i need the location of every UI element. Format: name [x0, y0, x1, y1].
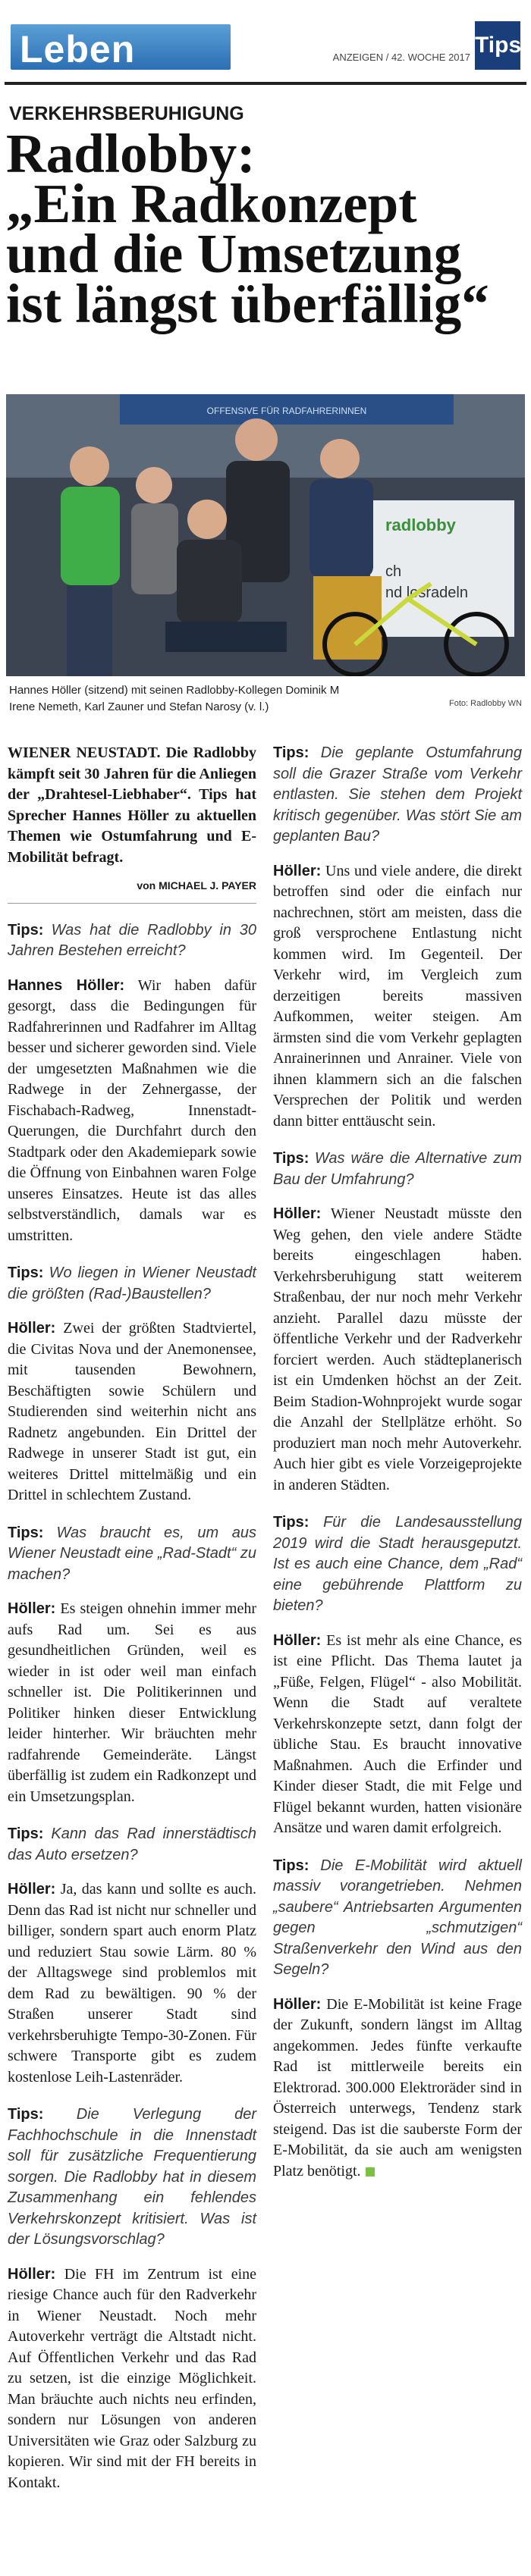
caption-line: Hannes Höller (sitzend) mit seinen Radlobby-Kollegen Dominik M [9, 684, 340, 697]
question-text: Kann das Rad innerstädtisch das Auto ersetzen? [8, 1825, 256, 1863]
answer [273, 1204, 522, 1496]
question-label: Tips: [273, 1514, 309, 1531]
answer-label: Höller: [273, 1631, 322, 1649]
end-mark-icon [366, 2167, 375, 2176]
answer-text: Es steigen ohnehin immer mehr aufs Rad um. Sei es aus gesundheitlichen Gründen, weil es wieder in ist oder weil man einfach schneller ist. Die Politikerinnen und Politiker hinken dieser Entwicklung leider hinterher. Wir bräuchten mehr radfahrende Gemeinderäte. Längst überfällig ist zudem ein Radkonzept und ein Umsetzungsplan. [8, 1600, 257, 1805]
question [273, 1856, 522, 1981]
answer-text: Es ist mehr als eine Chance, es ist eine Pflicht. Das Thema lautet ja „Füße, Felgen, Flügel“ - also Mobilität. Wenn die Stadt auf veraltete Verkehrskonzepte setzt, dann folgt der übliche Stau. Es braucht innovative Maßnahmen. Auch die Erfinder und Kinder dieser Stadt, die mit Felge und Flügel bekannt wurden, hatten visionäre Ansätze und waren damit erfolgreich. [273, 1631, 523, 1836]
answer [8, 976, 256, 1247]
question-label: Tips: [273, 1150, 309, 1167]
photo-credit: Foto: Radlobby WN [449, 699, 522, 708]
photo-caption [9, 682, 522, 716]
headline-line: Radlobby: [6, 123, 256, 184]
question-text: Was wäre die Alternative zum Bau der Umfahrung? [273, 1150, 523, 1188]
question-text: Für die Landesausstellung 2019 wird die Stadt herausgeputzt. Ist es auch eine Chance, dem „Rad“ eine gebührende Plattform zu bieten? [273, 1514, 522, 1614]
column-left [8, 743, 256, 2493]
kicker: VERKEHRSBERUHIGUNG [9, 103, 244, 124]
group-photo-illustration [6, 394, 525, 676]
question-text: Wo liegen in Wiener Neustadt die größten (Rad-)Baustellen? [8, 1264, 256, 1302]
answer-text: Wir haben dafür gesorgt, dass die Bedingungen für Radfahrerinnen und Radfahrer im Alltag besser und sicherer geworden sind. Viele der umgesetzten Maßnahmen wie die Radwege in der Zehnergasse, der Fischabach-Radweg, Innenstadt-Querungen, die Durchfahrt durch den Stadtpark oder den Akademiepark sowie die Öffnung von Einbahnen waren Folge unseres Einsatzes. Heute ist das alles selbstverständlich, damals war es umstritten. [8, 976, 257, 1244]
question-text: Die geplante Ostumfahrung soll die Grazer Straße vom Verkehr entlasten. Sie stehen dem Projekt kritisch gegenüber. Was stört Sie am geplanten Bau? [273, 744, 522, 845]
answer [8, 2264, 256, 2494]
question-label: Tips: [8, 1264, 44, 1281]
sign-text: nd losradeln [385, 584, 468, 601]
lead-paragraph: WIENER NEUSTADT. Die Radlobby kämpft seit 30 Jahren für die Anliegen der „Drahtesel-Liebhaber“. Tips hat Sprecher Hannes Höller zu aktuellen Themen wie Ostumfahrung und E-Mobilität befragt. [8, 744, 256, 866]
sign-text: ch [385, 563, 402, 580]
question-text: Die Verlegung der Fachhochschule in die Innenstadt soll für zusätzliche Frequentierung sorgen. Die Radlobby hat in diesem Zusammenhang ein fehlendes Verkehrskonzept kritisiert. Was ist der Lösungsvorschlag? [8, 2106, 257, 2248]
question [273, 1512, 522, 1617]
question-label: Tips: [8, 921, 44, 939]
question [273, 1149, 522, 1190]
answer-label: Hannes Höller: [8, 976, 125, 994]
question [273, 743, 522, 848]
answer [273, 1631, 522, 1839]
answer-label: Höller: [8, 2265, 56, 2283]
answer-text: Wiener Neustadt müsste den Weg gehen, den viele andere Städte bereits eingeschlagen haben. Verkehrsberuhigung statt weiterem Straßenbau, der nur noch mehr Verkehr anzieht. Parallel dazu müsste der öffentliche Verkehr und der Radverkehr forciert werden. Auch städteplanerisch ist ein Umdenken höchst an der Zeit. Beim Stadion-Wohnprojekt wurde sogar die Anzahl der Stellplätze erhöht. So produziert man noch mehr Autoverkehr. Auch hier gibt es viele Vorzeigeprojekte in anderen Städten. [273, 1205, 522, 1493]
answer [273, 861, 522, 1133]
answer [8, 1879, 256, 2088]
sign-text: radlobby [385, 516, 456, 534]
question [8, 1824, 256, 1866]
question-text: Was hat die Radlobby in 30 Jahren Bestehen erreicht? [8, 921, 257, 959]
caption-line: Irene Nemeth, Karl Zauner und Stefan Narosy (v. l.) [9, 700, 269, 713]
answer-label: Höller: [273, 1995, 322, 2013]
answer [8, 1318, 256, 1506]
question-text: Was braucht es, um aus Wiener Neustadt eine „Rad-Stadt“ zu machen? [8, 1524, 256, 1583]
headline-line: ist längst überfällig“ [6, 273, 489, 334]
answer-text: Ja, das kann und sollte es auch. Denn das Rad ist nicht nur schneller und billiger, sondern spart auch enorm Platz und reduziert Stau sowie Lärm. 80 % der Alltagswege sind problemlos mit dem Rad zu bewältigen. 90 % der Straßen unserer Stadt sind verkehrsberuhigte Tempo-30-Zonen. Für schwere Transporte gibt es zudem kostenlose Leih-Lastenräder. [8, 1881, 256, 2086]
question-label: Tips: [273, 1857, 309, 1874]
answer-text: Zwei der größten Stadtviertel, die Civitas Nova und der Anemonensee, mit tausenden Bewohnern, Beschäftigten sowie Schülern und Studierenden sind weiterhin nicht ans Radnetz angebunden. Ein Drittel der Radwege in unserer Stadt ist gut, ein weiteres Drittel mittelmäßig und ein Drittel in schlechtem Zustand. [8, 1320, 257, 1503]
article-photo [6, 394, 525, 676]
answer-label: Höller: [273, 862, 322, 879]
question [8, 1263, 256, 1305]
question [8, 1523, 256, 1586]
question [8, 920, 256, 962]
answer [273, 1995, 522, 2183]
page-header [5, 14, 526, 71]
header-rule [5, 82, 526, 85]
answer-text: Die FH im Zentrum ist eine riesige Chance auch für den Radverkehr in Wiener Neustadt. Noch mehr Autoverkehr verträgt die Altstadt nicht. Auf Öffentlichen Verkehr und das Rad zu setzen, ist die einzige Möglichkeit. Man bräuchte auch nichts neu erfinden, sondern nur Lösungen von anderen Universitäten wie Graz oder Salzburg zu kopieren. Wir sind mit der FH bereits in Kontakt. [8, 2265, 256, 2491]
issue-info: ANZEIGEN / 42. WOCHE 2017 [332, 52, 470, 63]
section-title: Leben [20, 28, 136, 71]
question-label: Tips: [8, 1524, 44, 1541]
question-text: Die E-Mobilität wird aktuell massiv vorangetrieben. Nehmen „saubere“ Antriebsarten Argumenten gegen „schmutzigen“ Straßenverkehr den Wind aus den Segeln? [273, 1857, 522, 1978]
tips-logo: Tips [475, 21, 520, 70]
answer-text: Die E-Mobilität ist keine Frage der Zukunft, sondern längst im Alltag angekommen. Jedes fünfte verkaufte Rad ist mittlerweile bereits ein Elektrorad. 300.000 Elektroräder sind in Österreich unterwegs, Tendenz stark steigend. Das ist die sauberste Form der E-Mobilität, da sie auch am wenigsten Platz benötigt. [273, 1995, 523, 2180]
author-line: von MICHAEL J. PAYER [8, 876, 256, 904]
answer-text: Uns und viele andere, die direkt betroffen sind oder die einfach nur nachrechnen, stört am meisten, dass die groß versprochene Entlastung nicht kommen wird. Im Gegenteil. Der Verkehr wird, im Vergleich zum derzeitigen bereits massiven Aufkommen, weiter steigen. Am ärmsten sind die vom Verkehr geplagten Anrainerinnen und Anrainer. Viele von ihnen klammern sich an die falschen Versprechen der Politik und werden dann bitter enttäuscht sein. [273, 862, 523, 1130]
headline [6, 123, 525, 334]
answer-label: Höller: [8, 1881, 56, 1898]
question-label: Tips: [8, 2106, 44, 2123]
section-label [11, 24, 231, 70]
headline-line: „Ein Radkonzept [6, 173, 417, 234]
question [8, 2104, 256, 2251]
answer-label: Höller: [273, 1205, 322, 1222]
person-woman [131, 467, 178, 594]
answer-label: Höller: [8, 1600, 56, 1617]
answer [8, 1599, 256, 1807]
question-label: Tips: [273, 744, 309, 761]
headline-line: und die Umsetzung [6, 223, 462, 284]
banner-text: OFFENSIVE FÜR RADFAHRERINNEN [206, 406, 367, 416]
answer-label: Höller: [8, 1320, 56, 1337]
column-right [273, 743, 522, 2182]
question-label: Tips: [8, 1825, 44, 1842]
